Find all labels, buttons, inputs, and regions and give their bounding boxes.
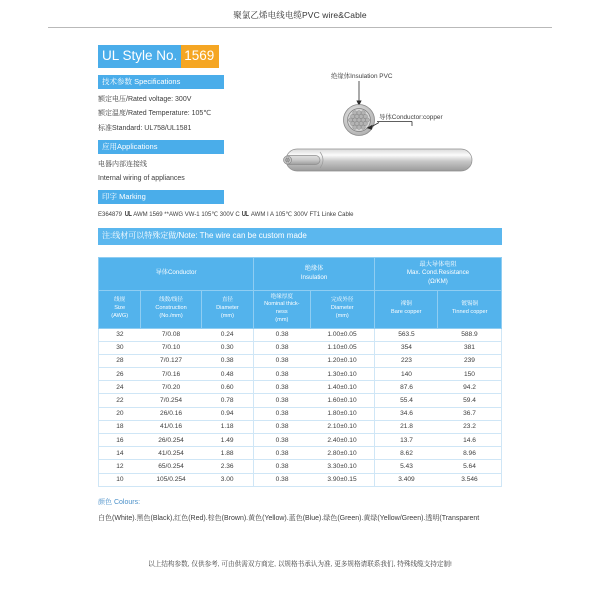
ul-listed-icon-2: UL [242,210,249,218]
table-cell: 65/0.254 [141,460,201,473]
table-cell: 0.38 [254,420,310,433]
group-header-insulation [254,257,375,290]
table-cell: 1.10±0.05 [310,341,374,354]
spec-rated-temperature: 额定温度/Rated Temperature: 105℃ [98,110,212,118]
table-cell: 0.48 [201,368,253,381]
table-cell: 354 [375,341,438,354]
table-cell: 1.18 [201,420,253,433]
colours-list: 白色(White).黑色(Black),红色(Red).棕色(Brown).黄色(Yellow).蓝色(Blue).绿色(Green).黄绿(Yellow/Green).透明(Transparent [98,514,480,522]
product-title-prefix: UL Style No. [98,45,181,68]
group-header-resistance-line3: (Ω/KM) [428,277,448,285]
section-header-marking: 印字 Marking [98,190,224,204]
table-cell: 223 [375,354,438,367]
group-header-insulation-line2: Insulation [300,273,328,281]
table-cell: 0.38 [201,354,253,367]
marking-part2: AWM 1569 **AWG VW-1 105℃ 300V C [133,211,240,218]
table-cell: 23.2 [438,420,502,433]
table-cell: 2.10±0.10 [310,420,374,433]
group-header-resistance [375,257,502,290]
table-cell: 26/0.254 [141,434,201,447]
table-sub-header-row [99,290,502,328]
product-title-banner [98,45,226,68]
table-cell: 7/0.20 [141,381,201,394]
application-en: Internal wiring of appliances [98,175,185,183]
table-cell: 0.60 [201,381,253,394]
section-header-applications: 应用Applications [98,140,224,154]
table-cell: 12 [99,460,141,473]
table-row [99,460,502,473]
table-cell: 0.38 [254,341,310,354]
table-cell: 3.409 [375,473,438,486]
table-row [99,368,502,381]
application-cn: 电器内部连接线 [98,160,147,168]
table-cell: 1.20±0.10 [310,354,374,367]
ul-listed-icon: UL [124,210,132,218]
table-cell: 1.60±0.10 [310,394,374,407]
table-row [99,473,502,486]
document-header-title: 聚氯乙烯电线电缆PVC wire&Cable [233,10,367,20]
table-cell: 0.38 [254,407,310,420]
conductor-label: 导体Conductor:copper [379,114,443,121]
group-header-conductor-line1: 导体Conductor [155,269,197,277]
table-cell: 14.6 [438,434,502,447]
table-cell: 32 [99,328,141,341]
document-header [0,0,600,28]
table-cell: 239 [438,354,502,367]
table-row [99,420,502,433]
table-row [99,394,502,407]
table-cell: 10 [99,473,141,486]
marking-file-number: E364879 [98,211,123,218]
table-cell: 2.40±0.10 [310,434,374,447]
col-header-tinned-copper: 镀锡铜 Tinned copper [438,290,502,328]
table-cell: 8.62 [375,447,438,460]
table-cell: 28 [99,354,141,367]
table-cell: 0.38 [254,447,310,460]
group-header-resistance-line2: Max. Cond.Resistance [406,269,470,277]
custom-made-note: 注:线材可以特殊定做/Note: The wire can be custom made [98,228,502,245]
table-cell: 94.2 [438,381,502,394]
table-cell: 0.38 [254,354,310,367]
specification-table-wrapper [98,257,502,487]
table-cell: 0.78 [201,394,253,407]
table-cell: 2.80±0.10 [310,447,374,460]
table-row [99,341,502,354]
col-header-size: 线规 Size (AWG) [99,290,141,328]
table-cell: 381 [438,341,502,354]
spec-standard: 标准Standard: UL758/UL1581 [98,124,192,132]
table-cell: 7/0.254 [141,394,201,407]
table-row [99,328,502,341]
main-content [0,45,600,523]
group-header-conductor [99,257,254,290]
insulation-label: 绝缘体Insulation PVC [331,73,393,80]
table-cell: 41/0.254 [141,447,201,460]
marking-part3: AWM I A 105℃ 300V FT1 Linke Cable [250,211,354,218]
table-cell: 24 [99,381,141,394]
table-cell: 0.38 [254,473,310,486]
table-cell: 34.6 [375,407,438,420]
table-cell: 0.30 [201,341,253,354]
table-body [99,328,502,486]
table-cell: 3.546 [438,473,502,486]
table-cell: 150 [438,368,502,381]
table-cell: 105/0.254 [141,473,201,486]
col-header-bare-copper: 裸铜 Bare copper [375,290,438,328]
table-cell: 0.94 [201,407,253,420]
table-cell: 0.38 [254,460,310,473]
table-cell: 563.5 [375,328,438,341]
specification-table [98,257,502,487]
table-cell: 1.00±0.05 [310,328,374,341]
table-cell: 2.36 [201,460,253,473]
table-cell: 1.40±0.10 [310,381,374,394]
table-cell: 5.64 [438,460,502,473]
table-cell: 0.38 [254,328,310,341]
table-cell: 3.90±0.15 [310,473,374,486]
table-cell: 18 [99,420,141,433]
table-cell: 0.38 [254,368,310,381]
table-cell: 8.96 [438,447,502,460]
header-divider [48,27,552,28]
table-cell: 41/0.16 [141,420,201,433]
table-cell: 30 [99,341,141,354]
table-cell: 0.38 [254,381,310,394]
table-cell: 1.30±0.10 [310,368,374,381]
spec-rated-voltage: 额定电压/Rated voltage: 300V [98,95,192,103]
table-head [99,257,502,328]
table-cell: 5.43 [375,460,438,473]
col-header-conductor-diameter: 直径 Diameter (mm) [201,290,253,328]
col-header-nominal-thickness: 绝缘厚度 Nominal thick- ness (mm) [254,290,310,328]
table-cell: 22 [99,394,141,407]
table-cell: 14 [99,447,141,460]
table-cell: 0.38 [254,394,310,407]
table-row [99,407,502,420]
table-cell: 26 [99,368,141,381]
table-cell: 1.49 [201,434,253,447]
table-cell: 7/0.10 [141,341,201,354]
table-cell: 0.38 [254,434,310,447]
col-header-construction: 线数/线径 Construction (No./mm) [141,290,201,328]
table-cell: 20 [99,407,141,420]
section-header-specifications: 技术参数 Specifications [98,75,224,89]
table-cell: 588.9 [438,328,502,341]
table-cell: 87.6 [375,381,438,394]
table-cell: 140 [375,368,438,381]
table-cell: 55.4 [375,394,438,407]
table-cell: 7/0.16 [141,368,201,381]
colours-title: 颜色 Colours: [98,498,141,506]
group-header-resistance-line1: 最大导体电阻 [419,260,457,268]
table-row [99,434,502,447]
table-row [99,354,502,367]
footer-disclaimer: 以上结构参数, 仅供参考, 可由供需双方商定, 以规格书承认为准, 更多规格请联系我们, 特殊线缆支持定制! [148,561,452,568]
table-cell: 3.30±0.10 [310,460,374,473]
table-cell: 21.8 [375,420,438,433]
table-cell: 7/0.127 [141,354,201,367]
table-row [99,447,502,460]
table-row [99,381,502,394]
table-cell: 36.7 [438,407,502,420]
table-cell: 3.00 [201,473,253,486]
table-cell: 1.80±0.10 [310,407,374,420]
product-style-number: 1569 [181,45,219,68]
table-cell: 59.4 [438,394,502,407]
table-cell: 1.88 [201,447,253,460]
table-cell: 26/0.16 [141,407,201,420]
table-cell: 16 [99,434,141,447]
col-header-overall-diameter: 完成外径 Diameter (mm) [310,290,374,328]
table-cell: 13.7 [375,434,438,447]
table-group-header-row [99,257,502,290]
table-cell: 7/0.08 [141,328,201,341]
marking-text [98,211,502,219]
group-header-insulation-line1: 绝缘体 [304,265,324,273]
table-cell: 0.24 [201,328,253,341]
